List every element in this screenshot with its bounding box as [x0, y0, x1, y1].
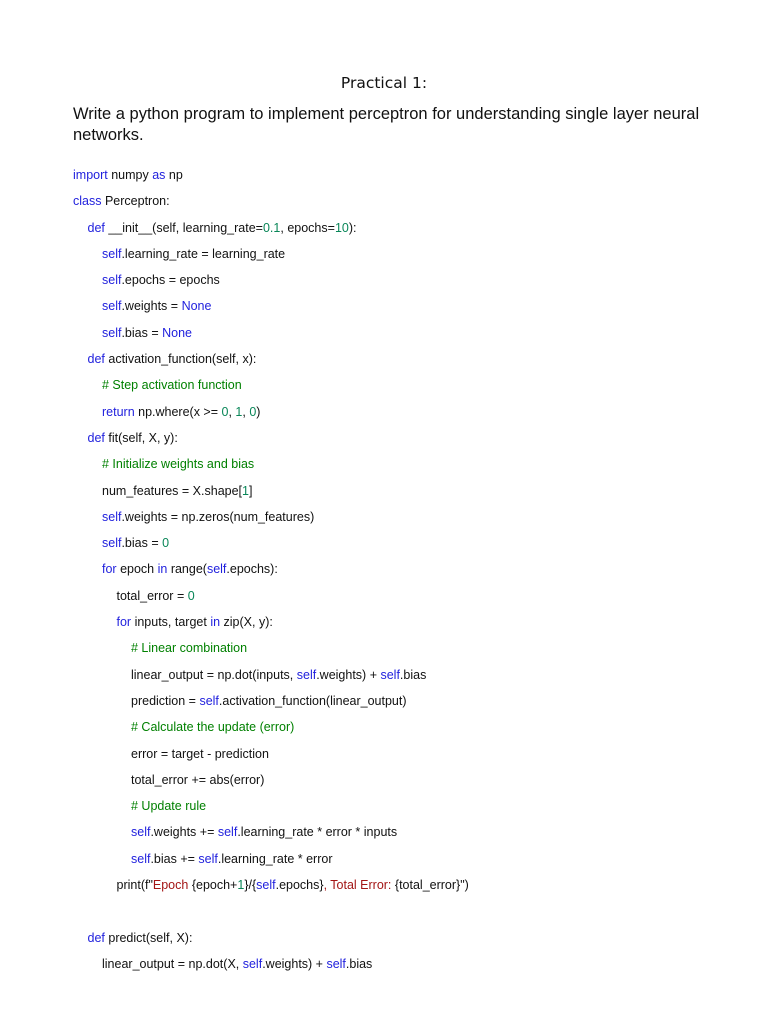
- code-line: [0, 716, 768, 742]
- code-token: # Update rule: [131, 799, 207, 814]
- code-token: 0.1: [262, 220, 281, 235]
- code-line: [0, 480, 768, 506]
- code-token: }/{: [244, 878, 257, 893]
- code-token: linear_output = np.dot(X,: [102, 956, 243, 971]
- code-token: zip(X, y):: [220, 615, 273, 630]
- code-token: .bias +=: [150, 851, 199, 866]
- code-token: self: [102, 273, 122, 288]
- code-token: activation_function(self, x):: [104, 352, 257, 367]
- code-token: ):: [348, 220, 357, 235]
- code-token: numpy: [107, 168, 153, 182]
- code-token: None: [181, 299, 212, 314]
- code-line: [0, 217, 768, 243]
- code-token: .learning_rate * error: [217, 851, 333, 866]
- code-token: as: [152, 168, 166, 182]
- code-token: # Step activation function: [102, 378, 242, 393]
- code-token: self: [102, 536, 122, 551]
- code-token: self: [102, 509, 122, 524]
- code-token: def: [87, 930, 105, 945]
- code-line: [0, 164, 768, 190]
- code-token: for: [116, 615, 132, 630]
- code-token: error = target - prediction: [131, 746, 269, 761]
- code-line: [0, 953, 768, 979]
- code-token: Perceptron:: [101, 194, 170, 209]
- code-line: [0, 585, 768, 611]
- code-token: 1: [237, 878, 245, 893]
- code-line: [0, 269, 768, 295]
- code-token: class: [73, 194, 102, 209]
- code-line: [0, 795, 768, 821]
- code-token: np: [165, 168, 183, 182]
- code-token: predict(self, X):: [104, 930, 193, 945]
- code-token: self: [380, 667, 400, 682]
- code-token: 0: [221, 404, 229, 419]
- code-token: {epoch+: [191, 878, 238, 893]
- page-title: Practical 1:: [340, 74, 428, 92]
- code-token: self: [206, 562, 227, 577]
- code-token: import: [73, 168, 108, 182]
- code-token: linear_output = np.dot(inputs,: [131, 667, 297, 682]
- code-token: epoch: [116, 562, 158, 577]
- code-token: 10: [334, 220, 349, 235]
- code-line: [0, 927, 768, 953]
- code-token: in: [210, 615, 221, 630]
- code-token: self: [199, 693, 219, 708]
- code-token: return: [102, 404, 135, 419]
- code-token: 0: [187, 588, 195, 603]
- blank-line: [0, 900, 768, 926]
- code-token: self: [131, 851, 151, 866]
- code-token: total_error =: [116, 588, 188, 603]
- code-token: {total_error}"): [394, 878, 469, 893]
- code-token: inputs, target: [131, 615, 211, 630]
- code-token: 1: [235, 404, 243, 419]
- code-token: num_features = X.shape[: [102, 483, 243, 498]
- code-line: [0, 190, 768, 216]
- code-line: [0, 848, 768, 874]
- code-line: [0, 322, 768, 348]
- code-token: # Calculate the update (error): [131, 720, 295, 735]
- code-token: .bias: [399, 667, 427, 682]
- code-line: [0, 664, 768, 690]
- code-token: # Initialize weights and bias: [102, 457, 255, 472]
- code-token: .bias: [345, 956, 373, 971]
- code-token: self: [242, 956, 263, 971]
- code-token: range(: [167, 562, 207, 577]
- code-line: [0, 769, 768, 795]
- code-line: [0, 743, 768, 769]
- code-line: [0, 532, 768, 558]
- code-token: .epochs):: [226, 562, 278, 577]
- code-token: ,: [228, 404, 236, 419]
- code-token: .weights = np.zeros(num_features): [121, 509, 315, 524]
- code-token: __init__(self, learning_rate=: [104, 220, 263, 235]
- code-token: .learning_rate = learning_rate: [121, 246, 286, 261]
- code-token: Epoch: [152, 878, 192, 893]
- code-token: .bias =: [121, 325, 163, 340]
- code-token: def: [87, 430, 105, 445]
- code-line: [0, 637, 768, 663]
- code-line: [0, 427, 768, 453]
- code-token: , Total Error:: [323, 878, 395, 893]
- code-block: [0, 164, 768, 979]
- code-line: [0, 611, 768, 637]
- code-token: print(f": [116, 878, 153, 893]
- code-line: [0, 374, 768, 400]
- code-line: [0, 821, 768, 847]
- code-token: .weights) +: [316, 667, 381, 682]
- code-token: def: [87, 220, 105, 235]
- code-token: self: [131, 825, 151, 840]
- code-token: .weights) +: [262, 956, 327, 971]
- code-token: ]: [248, 483, 253, 498]
- code-token: self: [217, 825, 238, 840]
- code-token: prediction =: [131, 693, 200, 708]
- code-line: [0, 453, 768, 479]
- code-token: ,: [242, 404, 250, 419]
- code-token: np.where(x >=: [134, 404, 222, 419]
- code-line: [0, 348, 768, 374]
- code-line: [0, 690, 768, 716]
- code-token: None: [162, 325, 192, 340]
- code-token: 0: [249, 404, 257, 419]
- code-line: [0, 506, 768, 532]
- code-token: .learning_rate * error * inputs: [237, 825, 398, 840]
- code-token: self: [198, 851, 218, 866]
- code-token: def: [87, 352, 105, 367]
- code-token: 1: [242, 483, 249, 498]
- code-token: self: [102, 299, 122, 314]
- code-token: self: [102, 325, 122, 340]
- code-line: [0, 558, 768, 584]
- code-token: .weights +=: [150, 825, 218, 840]
- code-token: in: [157, 562, 168, 577]
- code-token: 0: [162, 536, 170, 551]
- code-line: [0, 243, 768, 269]
- code-token: # Linear combination: [131, 641, 248, 656]
- code-token: .epochs}: [275, 878, 324, 893]
- code-token: .epochs = epochs: [121, 273, 220, 288]
- code-token: fit(self, X, y):: [104, 430, 178, 445]
- code-token: .activation_function(linear_output): [218, 693, 407, 708]
- code-token: .weights =: [121, 299, 182, 314]
- code-token: for: [102, 562, 117, 577]
- question-text: Write a python program to implement perceptron for understanding single layer neural networks.: [73, 105, 700, 144]
- code-token: self: [296, 667, 317, 682]
- code-token: self: [326, 956, 346, 971]
- code-token: ): [256, 404, 261, 419]
- code-line: [0, 401, 768, 427]
- code-token: , epochs=: [280, 220, 335, 235]
- code-token: self: [102, 246, 122, 261]
- code-token: self: [256, 878, 276, 893]
- code-token: total_error += abs(error): [131, 772, 265, 787]
- code-line: [0, 295, 768, 321]
- code-token: .bias =: [121, 536, 163, 551]
- code-line: [0, 874, 768, 900]
